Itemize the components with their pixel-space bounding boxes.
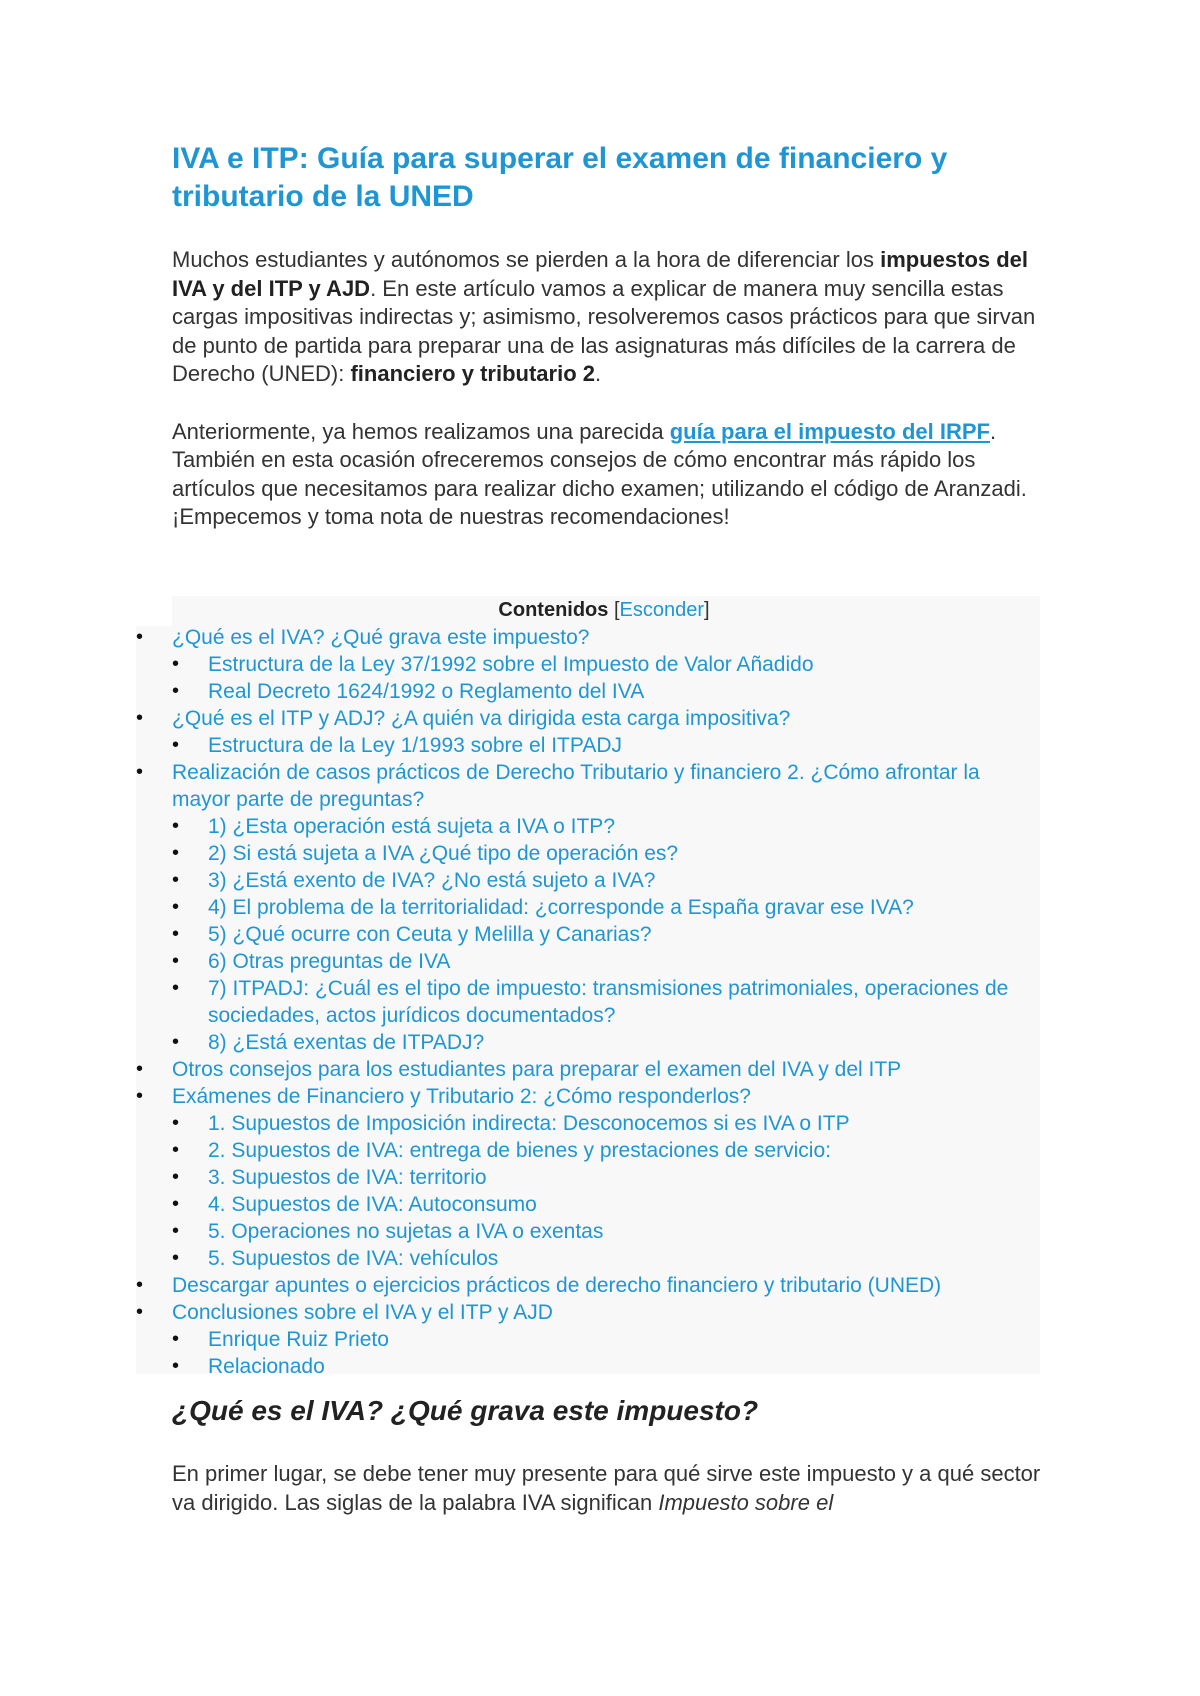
toc-subitem[interactable]: • 6) Otras preguntas de IVA bbox=[136, 948, 1036, 975]
toc-subitem[interactable]: • Estructura de la Ley 37/1992 sobre el Impuesto de Valor Añadido bbox=[136, 651, 1036, 678]
toc-subitem[interactable]: • 4. Supuestos de IVA: Autoconsumo bbox=[136, 1191, 1036, 1218]
intro2-text-2: . También en esta ocasión ofreceremos consejos de cómo encontrar más rápido los artículos que necesitamos para realizar dicho examen; utilizando el código de Aranzadi. ¡Empecemos y toma nota de nuestras recomendaciones! bbox=[172, 418, 1027, 529]
toc-item[interactable]: • Otros consejos para los estudiantes para preparar el examen del IVA y del ITP bbox=[136, 1056, 1036, 1083]
toc-subitem[interactable]: • 1. Supuestos de Imposición indirecta: Desconocemos si es IVA o ITP bbox=[136, 1110, 1036, 1137]
toc-bracket-open: [ bbox=[613, 599, 620, 621]
toc-subitem[interactable]: • 3. Supuestos de IVA: territorio bbox=[136, 1164, 1036, 1191]
toc-item[interactable]: • Exámenes de Financiero y Tributario 2: ¿Cómo responderlos? bbox=[136, 1083, 1036, 1110]
toc-subitem[interactable]: • 8) ¿Está exentas de ITPADJ? bbox=[136, 1029, 1036, 1056]
toc-subitem[interactable]: • 4) El problema de la territorialidad: ¿corresponde a España gravar ese IVA? bbox=[136, 894, 1036, 921]
toc-subitem[interactable]: • 7) ITPADJ: ¿Cuál es el tipo de impuesto: transmisiones patrimoniales, operaciones de sociedades, actos jurídicos documentados? bbox=[136, 975, 1036, 1029]
toc-heading: Contenidos bbox=[498, 599, 609, 621]
toc-subitem[interactable]: • 2. Supuestos de IVA: entrega de bienes y prestaciones de servicio: bbox=[136, 1137, 1036, 1164]
toc-item[interactable]: • ¿Qué es el ITP y ADJ? ¿A quién va dirigida esta carga impositiva? bbox=[136, 705, 1036, 732]
toc-subitem[interactable]: • Estructura de la Ley 1/1993 sobre el ITPADJ bbox=[136, 732, 1036, 759]
toc-item[interactable]: • Descargar apuntes o ejercicios prácticos de derecho financiero y tributario (UNED) bbox=[136, 1272, 1036, 1299]
toc-subitem[interactable]: • 3) ¿Está exento de IVA? ¿No está sujeto a IVA? bbox=[136, 867, 1036, 894]
intro1-bold-1: impuestos del IVA y del ITP y AJD bbox=[172, 247, 1029, 301]
toc-header bbox=[136, 596, 1036, 624]
toc-subitem[interactable]: • 5) ¿Qué ocurre con Ceuta y Melilla y Canarias? bbox=[136, 921, 1036, 948]
irpf-guide-link[interactable]: guía para el impuesto del IRPF bbox=[669, 418, 990, 444]
section-heading-iva: ¿Qué es el IVA? ¿Qué grava este impuesto? bbox=[172, 1395, 759, 1426]
toc-subitem[interactable]: • Enrique Ruiz Prieto bbox=[136, 1326, 1036, 1353]
section-italic-text: Impuesto sobre el bbox=[658, 1489, 834, 1515]
article-title: IVA e ITP: Guía para superar el examen de financiero y tributario de la UNED bbox=[172, 142, 948, 213]
toc-subitem[interactable]: • Relacionado bbox=[136, 1353, 1036, 1380]
toc-subitem[interactable]: • 1) ¿Esta operación está sujeta a IVA o ITP? bbox=[136, 813, 1036, 840]
toc-subitem[interactable]: • Real Decreto 1624/1992 o Reglamento del IVA bbox=[136, 678, 1036, 705]
intro1-text-3: . bbox=[594, 361, 602, 386]
intro1-text-1: Muchos estudiantes y autónomos se pierden a la hora de diferenciar los bbox=[172, 247, 881, 272]
section-text: En primer lugar, se debe tener muy presente para qué sirve este impuesto y a qué sector va dirigido. Las siglas de la palabra IVA significan bbox=[172, 1461, 1041, 1515]
toc-subitem[interactable]: • 5. Operaciones no sujetas a IVA o exentas bbox=[136, 1218, 1036, 1245]
table-of-contents bbox=[136, 596, 1036, 1380]
toc-subitem[interactable]: • 2) Si está sujeta a IVA ¿Qué tipo de operación es? bbox=[136, 840, 1036, 867]
intro1-text-2: . En este artículo vamos a explicar de manera muy sencilla estas cargas impositivas indirectas y; asimismo, resolveremos casos prácticos para que sirvan de punto de partida para preparar una de las asignaturas más difíciles de la carrera de Derecho (UNED): bbox=[172, 275, 1036, 386]
intro-paragraph-1 bbox=[172, 246, 1042, 389]
section-paragraph-iva bbox=[172, 1460, 1042, 1517]
toc-item[interactable]: • Realización de casos prácticos de Derecho Tributario y financiero 2. ¿Cómo afrontar la mayor parte de preguntas? bbox=[136, 759, 1036, 813]
article-intro bbox=[172, 140, 1042, 532]
toc-subitem[interactable]: • 5. Supuestos de IVA: vehículos bbox=[136, 1245, 1036, 1272]
intro-paragraph-2 bbox=[172, 418, 1042, 532]
intro2-text-1: Anteriormente, ya hemos realizamos una parecida bbox=[172, 418, 670, 444]
intro1-bold-2: financiero y tributario 2 bbox=[350, 361, 595, 386]
toc-hide-toggle[interactable]: Esconder bbox=[619, 599, 705, 621]
toc-item[interactable]: • Conclusiones sobre el IVA y el ITP y AJD bbox=[136, 1299, 1036, 1326]
toc-item[interactable]: • ¿Qué es el IVA? ¿Qué grava este impuesto? bbox=[136, 624, 1036, 651]
toc-list bbox=[136, 624, 1036, 1380]
toc-bracket-close: ] bbox=[704, 599, 710, 621]
